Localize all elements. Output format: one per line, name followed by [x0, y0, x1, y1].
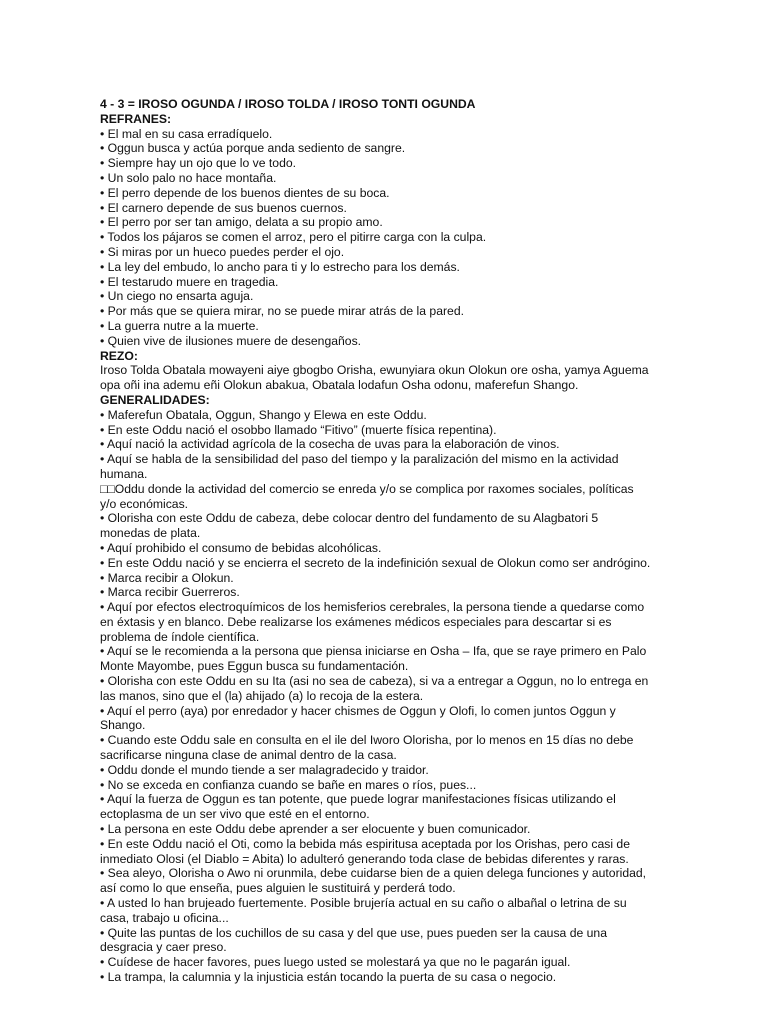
generalidad-line: • Aquí por efectos electroquímicos de los hemisferios cerebrales, la persona tiende a quedarse como: [100, 600, 645, 615]
generalidad-line: • Aquí nació la actividad agrícola de la cosecha de uvas para la elaboración de vinos.: [100, 437, 560, 452]
refran-item: • La ley del embudo, lo ancho para ti y lo estrecho para los demás.: [100, 259, 460, 274]
generalidad-line: • Olorisha con este Oddu de cabeza, debe colocar dentro del fundamento de su Alagbatori 5: [100, 511, 599, 526]
generalidad-line: Monte Mayombe, pues Eggun busca su fundamentación.: [100, 659, 409, 674]
rezo-line: opa oñi ina ademu eñi Olokun abakua, Obatala lodafun Osha odonu, maferefun Shango.: [100, 378, 579, 393]
generalidades-heading: GENERALIDADES:: [100, 392, 210, 407]
generalidad-line: monedas de plata.: [100, 526, 201, 541]
rezo-line: Iroso Tolda Obatala mowayeni aiye gbogbo Orisha, ewunyiara okun Olokun ore osha, yamya Aguema: [100, 363, 649, 378]
generalidad-line: Shango.: [100, 718, 146, 733]
generalidad-line: • Cuando este Oddu sale en consulta en el ile del Iworo Olorisha, por lo menos en 15 días no debe: [100, 733, 634, 748]
generalidad-line: ectoplasma de un ser vivo que esté en el entorno.: [100, 807, 370, 822]
generalidad-line: • No se exceda en confianza cuando se bañe en mares o ríos, pues...: [100, 777, 477, 792]
refran-item: • Si miras por un hueco puedes perder el ojo.: [100, 244, 345, 259]
generalidad-line: inmediato Olosi (el Diablo = Abita) lo adulteró generando toda clase de bebidas diferentes y raras.: [100, 851, 629, 866]
refran-item: • Un ciego no ensarta aguja.: [100, 289, 254, 304]
refran-item: • El mal en su casa erradíquelo.: [100, 126, 273, 141]
generalidad-line: sacrificarse ninguna clase de animal dentro de la casa.: [100, 748, 397, 763]
generalidad-line: en éxtasis y en blanco. Debe realizarse los exámenes médicos especiales para descartar si es: [100, 614, 612, 629]
generalidad-line: • Olorisha con este Oddu en su Ita (asi no sea de cabeza), si va a entregar a Oggun, no lo entrega en: [100, 674, 649, 689]
generalidad-line: • Aquí prohibido el consumo de bebidas alcohólicas.: [100, 540, 382, 555]
generalidad-line: así como lo que enseña, pues alguien le sustituirá y perderá todo.: [100, 881, 456, 896]
rezo-text: [100, 363, 670, 393]
refran-item: • El testarudo muere en tragedia.: [100, 274, 279, 289]
generalidades-list: [100, 408, 670, 985]
refran-item: • Un solo palo no hace montaña.: [100, 170, 277, 185]
rezo-heading: REZO:: [100, 348, 138, 363]
generalidad-line: • Marca recibir Guerreros.: [100, 585, 240, 600]
generalidad-line: • En este Oddu nació y se encierra el secreto de la indefinición sexual de Olokun como ser andrógino.: [100, 555, 651, 570]
generalidad-line: • Aquí la fuerza de Oggun es tan potente, que puede lograr manifestaciones físicas utilizando el: [100, 792, 616, 807]
document-title: 4 - 3 = IROSO OGUNDA / IROSO TOLDA / IROSO TONTI OGUNDA: [100, 97, 476, 111]
generalidad-line: • En este Oddu nació el osobbo llamado “Fitivo” (muerte física repentina).: [100, 422, 497, 437]
refran-item: • Todos los pájaros se comen el arroz, pero el pitirre carga con la culpa.: [100, 230, 487, 245]
generalidad-line: • Oddu donde el mundo tiende a ser malagradecido y traidor.: [100, 762, 429, 777]
refranes-heading: REFRANES:: [100, 111, 172, 126]
generalidad-line: • Cuídese de hacer favores, pues luego usted se molestará ya que no le pagarán igual.: [100, 955, 571, 970]
refran-item: • Quien vive de ilusiones muere de desengaños.: [100, 333, 362, 348]
refran-item: • Por más que se quiera mirar, no se puede mirar atrás de la pared.: [100, 304, 464, 319]
document-content: [100, 97, 670, 985]
generalidad-line: casa, trabajo u oficina...: [100, 910, 229, 925]
generalidad-line: • Quite las puntas de los cuchillos de su casa y del que use, pues pueden ser la causa de una: [100, 925, 607, 940]
generalidad-line: • Marca recibir a Olokun.: [100, 570, 234, 585]
generalidad-line: problema de índole científica.: [100, 629, 260, 644]
refran-item: • El carnero depende de sus buenos cuernos.: [100, 200, 347, 215]
generalidad-line: las manos, sino que el (la) ahijado (a) lo recoja de la estera.: [100, 688, 424, 703]
refran-item: • Siempre hay un ojo que lo ve todo.: [100, 156, 297, 171]
generalidad-line: • Aquí el perro (aya) por enredador y hacer chismes de Oggun y Olofi, lo comen juntos Oggun y: [100, 703, 616, 718]
generalidad-line: • Sea aleyo, Olorisha o Awo ni orunmila, debe cuidarse bien de a quien delega funciones y autoridad,: [100, 866, 647, 881]
refran-item: • El perro depende de los buenos dientes de su boca.: [100, 185, 390, 200]
generalidad-line: □□Oddu donde la actividad del comercio se enreda y/o se complica por raxomes sociales, políticas: [100, 481, 634, 496]
generalidad-line: • Aquí se habla de la sensibilidad del paso del tiempo y la paralización del mismo en la actividad: [100, 452, 619, 467]
refranes-list: [100, 127, 670, 349]
refran-item: • La guerra nutre a la muerte.: [100, 318, 259, 333]
generalidad-line: • En este Oddu nació el Oti, como la bebida más espiritusa aceptada por los Orishas, pero casi de: [100, 836, 630, 851]
generalidad-line: humana.: [100, 466, 148, 481]
generalidad-line: y/o económicas.: [100, 496, 189, 511]
generalidad-line: • A usted lo han brujeado fuertemente. Posible brujería actual en su caño o albañal o letrina de su: [100, 896, 627, 911]
generalidad-line: • Aquí se le recomienda a la persona que piensa iniciarse en Osha – Ifa, que se raye primero en Palo: [100, 644, 647, 659]
generalidad-line: desgracia y caer preso.: [100, 940, 227, 955]
generalidad-line: • Maferefun Obatala, Oggun, Shango y Elewa en este Oddu.: [100, 407, 427, 422]
generalidad-line: • La trampa, la calumnia y la injusticia están tocando la puerta de su casa o negocio.: [100, 970, 557, 985]
refran-item: • El perro por ser tan amigo, delata a su propio amo.: [100, 215, 383, 230]
refran-item: • Oggun busca y actúa porque anda sediento de sangre.: [100, 141, 406, 156]
generalidad-line: • La persona en este Oddu debe aprender a ser elocuente y buen comunicador.: [100, 822, 531, 837]
